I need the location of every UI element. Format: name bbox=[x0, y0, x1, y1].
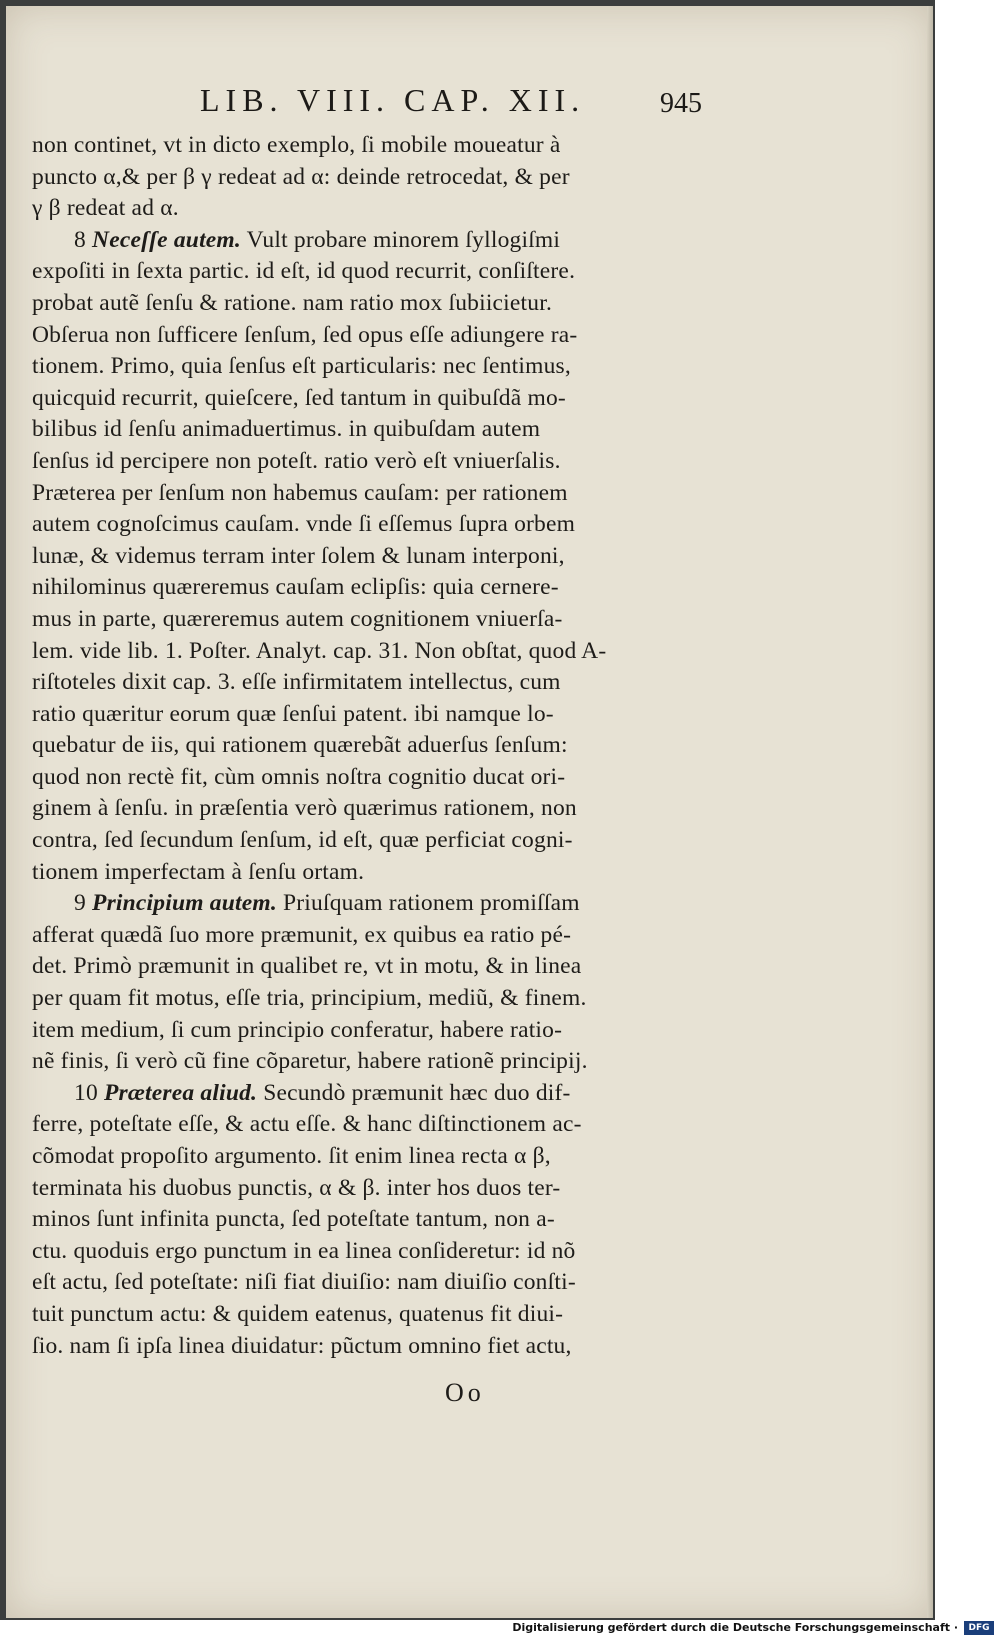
text-line bbox=[32, 730, 702, 762]
dfg-logo: DFG bbox=[964, 1621, 994, 1635]
line-text: nihilominus quæreremus cauſam eclipſis: quia cernere- bbox=[32, 574, 559, 601]
text-line bbox=[32, 572, 702, 604]
page-number: 945 bbox=[660, 88, 702, 119]
line-text: tionem. Primo, quia ſenſus eſt particularis: nec ſentimus, bbox=[32, 353, 571, 380]
text-line bbox=[32, 1204, 702, 1236]
line-text: Præterea per ſenſum non habemus cauſam: per rationem bbox=[32, 479, 568, 506]
text-line bbox=[32, 478, 702, 510]
text-line bbox=[32, 762, 702, 794]
line-text: per quam fit motus, eſſe tria, principium, mediũ, & finem. bbox=[32, 985, 587, 1012]
line-text: terminata his duobus punctis, α & β. inter hos duos ter- bbox=[32, 1174, 561, 1201]
line-text: probat autẽ ſenſu & ratione. nam ratio mox ſubiicietur. bbox=[32, 289, 553, 316]
text-line bbox=[32, 983, 702, 1015]
text-line bbox=[32, 1015, 702, 1047]
line-text: expoſiti in ſexta partic. id eſt, id quod recurrit, conſiſtere. bbox=[32, 258, 576, 285]
text-line bbox=[32, 1141, 702, 1173]
line-text: minos ſunt infinita puncta, ſed poteſtate tantum, non a- bbox=[32, 1206, 555, 1233]
text-line bbox=[32, 667, 702, 699]
line-text: det. Primò præmunit in qualibet re, vt in motu, & in linea bbox=[32, 953, 582, 980]
text-line bbox=[32, 1046, 702, 1078]
line-text: contra, ſed ſecundum ſenſum, id eſt, quæ perficiat cogni- bbox=[32, 827, 573, 854]
text-line bbox=[32, 951, 702, 983]
note-number: 10 bbox=[74, 1079, 104, 1106]
line-text: cõmodat propoſito argumento. ſit enim linea recta α β, bbox=[32, 1143, 551, 1169]
text-line bbox=[32, 288, 702, 320]
text-line bbox=[32, 1173, 702, 1205]
line-text: mus in parte, quæreremus autem cognitionem vniuerſa- bbox=[32, 605, 563, 632]
text-line bbox=[32, 699, 702, 731]
text-line bbox=[32, 1299, 702, 1331]
line-text: quebatur de iis, qui rationem quærebãt aduerſus ſenſum: bbox=[32, 732, 568, 759]
page-header bbox=[0, 78, 1000, 118]
text-line bbox=[32, 1267, 702, 1299]
text-line bbox=[32, 256, 702, 288]
line-text: ſio. nam ſi ipſa linea diuidatur: pũctum omnino fiet actu, bbox=[32, 1332, 572, 1359]
line-text: nẽ finis, ſi verò cũ fine cõparetur, habere rationẽ principij. bbox=[32, 1048, 588, 1075]
text-line bbox=[32, 888, 702, 920]
text-line bbox=[32, 541, 702, 573]
line-text: γ β redeat ad α. bbox=[32, 195, 179, 222]
line-text: tuit punctum actu: & quidem eatenus, quatenus fit diui- bbox=[32, 1300, 564, 1327]
text-line bbox=[32, 446, 702, 478]
line-text: afferat quædã ſuo more præmunit, ex quibus ea ratio pé- bbox=[32, 921, 572, 948]
text-line bbox=[32, 825, 702, 857]
text-line bbox=[32, 793, 702, 825]
text-line bbox=[32, 193, 702, 225]
line-text: quicquid recurrit, quieſcere, ſed tantum in quibuſdã mo- bbox=[32, 384, 566, 411]
text-line bbox=[32, 636, 702, 668]
line-text: ſenſus id percipere non poteſt. ratio verò eſt vniuerſalis. bbox=[32, 447, 561, 474]
text-line bbox=[32, 320, 702, 352]
line-text: item medium, ſi cum principio conferatur, habere ratio- bbox=[32, 1016, 563, 1043]
text-line bbox=[32, 1109, 702, 1141]
line-text: puncto α,& per β γ redeat ad α: deinde retrocedat, & per bbox=[32, 163, 570, 190]
note-lemma: Neceſſe autem. bbox=[92, 226, 241, 253]
text-line bbox=[32, 509, 702, 541]
text-line bbox=[32, 604, 702, 636]
text-line bbox=[32, 414, 702, 446]
note-number: 9 bbox=[74, 890, 93, 917]
line-text: non continet, vt in dicto exemplo, ſi mobile moueatur à bbox=[32, 132, 561, 158]
text-line bbox=[32, 351, 702, 383]
text-line bbox=[32, 857, 702, 889]
text-line bbox=[32, 920, 702, 952]
line-text: autem cognoſcimus cauſam. vnde ſi eſſemus ſupra orbem bbox=[32, 511, 576, 538]
body-text bbox=[32, 130, 702, 1362]
note-lemma: Principium autem. bbox=[92, 890, 277, 917]
line-text: Priuſquam rationem promiſſam bbox=[276, 890, 580, 917]
line-text: ginem à ſenſu. in præſentia verò quærimus rationem, non bbox=[32, 795, 577, 822]
note-number: 8 bbox=[74, 226, 93, 253]
line-text: Secundò præmunit hæc duo dif- bbox=[257, 1079, 571, 1106]
text-line bbox=[32, 1236, 702, 1268]
text-line bbox=[32, 130, 702, 162]
text-line bbox=[32, 383, 702, 415]
running-head: LIB. VIII. CAP. XII. bbox=[200, 82, 586, 118]
text-line bbox=[32, 162, 702, 194]
line-text: riſtoteles dixit cap. 3. eſſe infirmitatem intellectus, cum bbox=[32, 669, 561, 696]
line-text: Vult probare minorem ſyllogiſmi bbox=[240, 226, 561, 253]
note-lemma: Præterea aliud. bbox=[103, 1079, 258, 1106]
line-text: quod non rectè fit, cùm omnis noſtra cognitio ducat ori- bbox=[32, 763, 566, 790]
line-text: bilibus id ſenſu animaduertimus. in quibuſdam autem bbox=[32, 416, 541, 443]
line-text: ratio quæritur eorum quæ ſenſui patent. ibi namque lo- bbox=[32, 700, 554, 727]
text-line bbox=[32, 1078, 702, 1110]
page-edge bbox=[927, 6, 933, 1618]
line-text: ferre, poteſtate eſſe, & actu eſſe. & hanc diſtinctionem ac- bbox=[32, 1111, 582, 1138]
line-text: eſt actu, ſed poteſtate: niſi fiat diuiſio: nam diuiſio conſti- bbox=[32, 1269, 576, 1296]
text-line bbox=[32, 1331, 702, 1363]
funding-credit: Digitalisierung gefördert durch die Deutsche Forschungsgemeinschaft · bbox=[512, 1621, 958, 1634]
signature-mark: Oo bbox=[445, 1378, 485, 1407]
line-text: tionem imperfectam à ſenſu ortam. bbox=[32, 858, 365, 885]
line-text: ctu. quoduis ergo punctum in ea linea conſideretur: id nõ bbox=[32, 1237, 576, 1264]
line-text: Obſerua non ſufficere ſenſum, ſed opus eſſe adiungere ra- bbox=[32, 321, 578, 348]
text-line bbox=[32, 225, 702, 257]
line-text: lunæ, & videmus terram inter ſolem & lunam interponi, bbox=[32, 542, 565, 569]
line-text: lem. vide lib. 1. Poſter. Analyt. cap. 31. Non obſtat, quod A- bbox=[32, 637, 607, 664]
